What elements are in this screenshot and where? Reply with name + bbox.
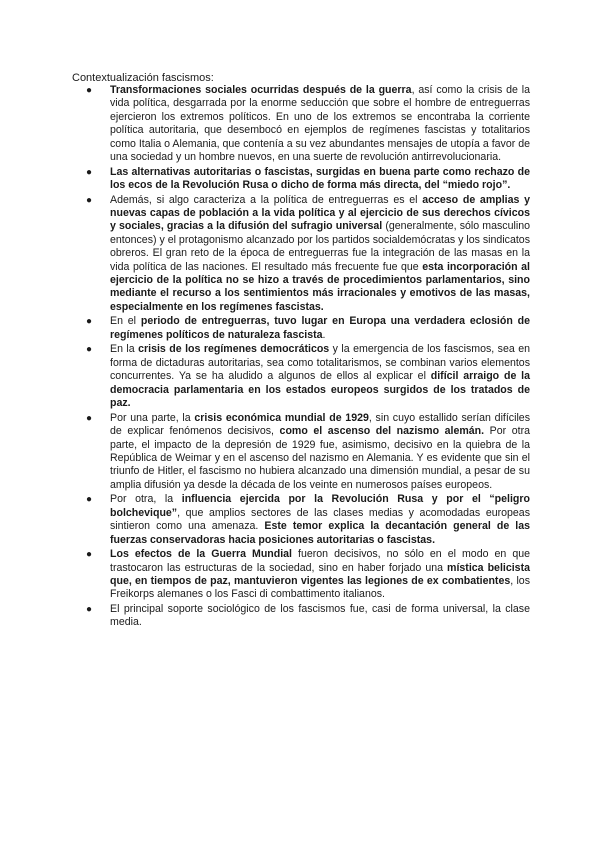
text-run: . [322,328,326,341]
bullet-dot-icon: ● [86,85,93,96]
text-run: Además, si algo caracteriza a la política de entreguerras es el [110,193,423,206]
bold-text-run: acceso de amplias y nuevas capas de población a la vida política y al ejercicio de sus derechos cívicos y sociales, gracias a la difusión del sufragio universal [110,193,530,233]
bold-text-run: Los efectos de la Guerra Mundial [110,548,293,561]
list-item [86,84,530,164]
bullet-dot-icon: ● [86,603,93,615]
bullet-dot-icon: ● [86,316,93,328]
text-run: (generalmente, sólo masculino entonces) y el protagonismo alcanzado por los partidos socialdemócratas y los sindicatos obreros. El gran reto de la época de entreguerras fue la integración de las masas en la vida política de las naciones. El resultado más frecuente fue que [110,220,530,273]
text-run: Por otra parte, el impacto de la depresión de 1929 fue, asimismo, decisivo en la quiebra de la República de Weimar y en el ascenso del nazismo en Alemania. Y es evidente que sin el triunfo de Hitler, el fascismo no hubiera alcanzado una dimensión mundial, a pesar de su amplia difusión ya desde la década de los veinte en numerosos países europeos. [110,425,530,491]
bold-text-run: esta incorporación al ejercicio de la política no se hizo a través de procedimientos parlamentarios, sino mediante el recurso a los sentimientos más irracionales y emotivos de las masas, especialmente en los regímenes fascistas. [110,260,530,313]
text-run: En la [110,343,139,356]
bold-text-run: crisis de los regímenes democráticos [138,343,330,356]
bullet-dot-icon: ● [86,549,93,561]
list-item [86,343,530,410]
list-item [86,603,530,630]
text-run: fueron decisivos, no sólo en el modo en que trastocaron las estructuras de la sociedad, sino en haber forjado una [110,548,530,574]
text-run: y la emergencia de los fascismos, sea en forma de dictaduras autoritarias, sea como totalitarismos, se combinan varios elementos concurrentes. Ya se ha aludido a algunos de ellos al explicar el [110,343,530,383]
bold-text-run: Las alternativas autoritarias o fascistas, surgidas en buena parte como rechazo de los ecos de la Revolución Rusa o dicho de forma más directa, del “miedo rojo”. [110,165,530,192]
document-heading: Contextualización fascismos: [72,72,214,84]
bold-text-run: periodo de entreguerras, tuvo lugar en Europa una verdadera eclosión de regímenes políticos de naturaleza fascista [110,315,530,341]
text-run: En el [110,315,141,328]
text-run: , los Freikorps alemanes o los Fasci di combattimento italianos. [110,574,530,601]
text-run: Por otra, la [110,493,182,506]
bullet-dot-icon: ● [86,166,93,178]
list-item [86,412,530,492]
bullet-dot-icon: ● [86,412,93,424]
bold-text-run: crisis económica mundial de 1929 [194,411,369,424]
bold-text-run: mística belicista que, en tiempos de paz, mantuvieron vigentes las legiones de ex combatientes [110,561,530,587]
bullet-dot-icon: ● [86,344,93,356]
text-run: , que amplios sectores de las clases medias y acomodadas europeas sintieron como una amenaza. [110,506,530,533]
bullet-dot-icon: ● [86,494,93,506]
bold-text-run: influencia ejercida por la Revolución Rusa y por el “peligro bolchevique” [110,493,530,519]
bullet-dot-icon: ● [86,194,93,206]
list-item [86,548,530,602]
text-run: Por una parte, la [110,411,195,424]
list-item [86,166,530,193]
bold-text-run: Este temor explica la decantación general de las fuerzas conservadoras hacia posiciones autoritarias o fascistas. [110,520,531,546]
bold-text-run: difícil arraigo de la democracia parlamentaria en los estados europeos surgidos de los tratados de paz. [110,370,530,410]
list-item [86,493,530,547]
text-run: , sin cuyo estallido serían difíciles de explicar fenómenos decisivos, [110,411,530,438]
list-item [86,194,530,315]
bold-text-run: como el ascenso del nazismo alemán. [279,425,485,438]
bullet-list [86,84,530,631]
text-run: , así como la crisis de la vida política, desgarrada por la enorme seducción que sobre el hombre de entreguerras ejercieron los extremos políticos. En uno de los extremos se encontraba la corriente política autoritaria, que desembocó en ejemplos de regímenes fascistas y totalitarios como Italia o Alemania, que contenía a su vez abundantes mensajes de utopía a favor de una sociedad y un hombre nuevos, en una suerte de revolución antirrevolucionaria. [110,84,530,164]
text-run: El principal soporte sociológico de los fascismos fue, casi de forma universal, la clase media. [110,602,530,629]
list-item [86,315,530,342]
bold-text-run: Transformaciones sociales ocurridas después de la guerra [110,84,412,96]
